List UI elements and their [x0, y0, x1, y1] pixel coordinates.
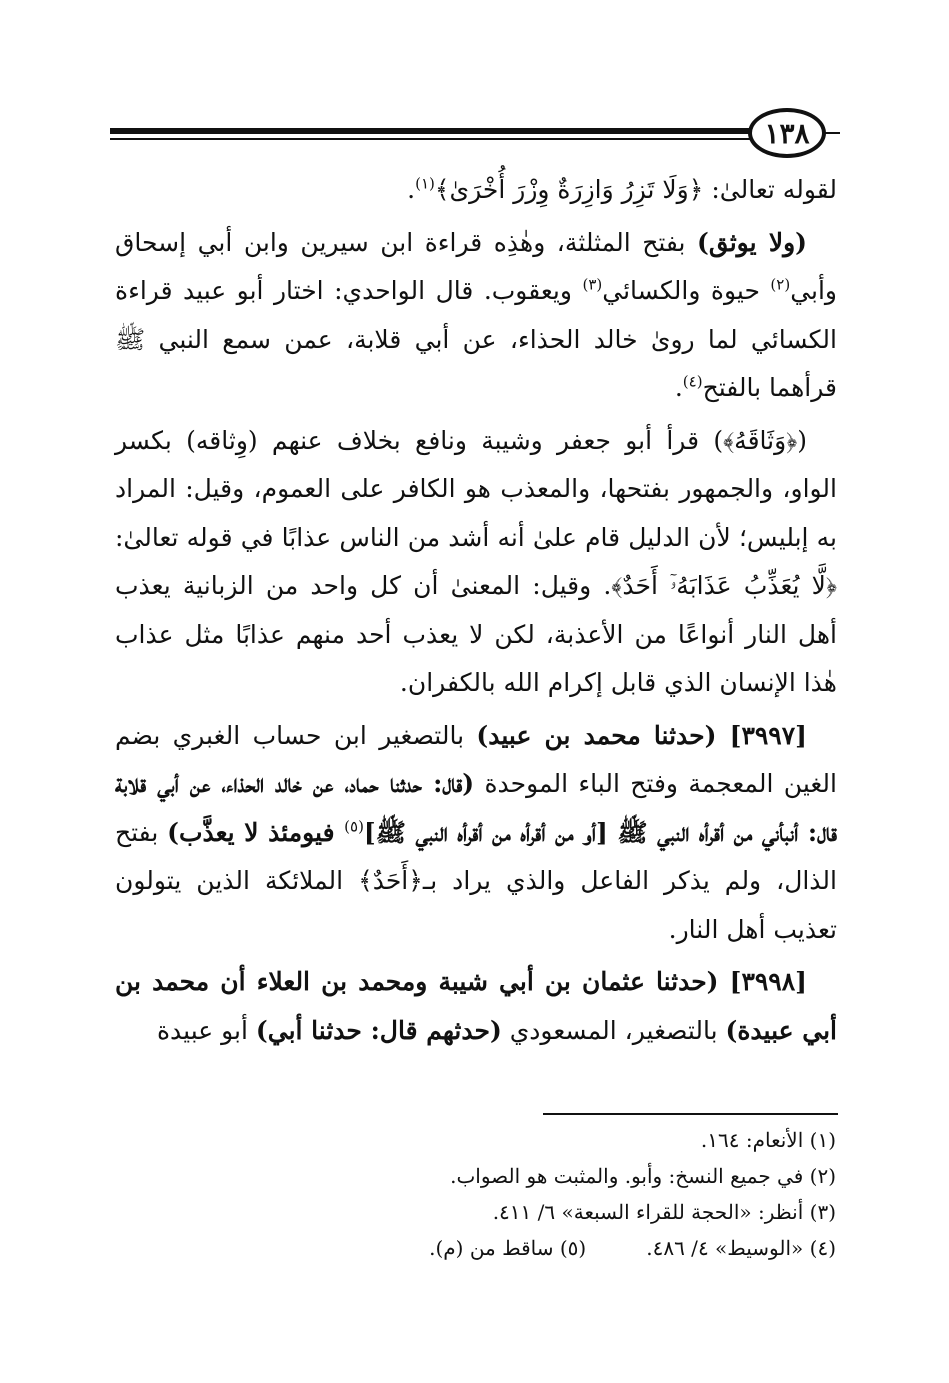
header-rule	[110, 128, 840, 140]
page-number: ١٣٨	[748, 108, 826, 158]
paragraph-1: لقوله تعالىٰ: ﴿وَلَا تَزِرُ وَازِرَةٌ وِزْرَ أُخْرَىٰ﴾$^{(١)}$.	[407, 174, 837, 204]
footnote-ref-1[interactable]: (١)	[415, 174, 435, 193]
paragraph-3: (﴿وَثَاقَهُ﴾) قرأ أبو جعفر وشيبة ونافع بخلاف عنهم (وِثاقه) بكسر الواو، والجمهور بفتحها، والمعذب هو الكافر على العموم، وقيل: المراد به إبليس؛ لأن الدليل قام علىٰ أنه أشد من الناس عذابًا في قوله تعالىٰ: ﴿لَّا يُعَذِّبُ عَذَابَهُۥٓ أَحَدٌ﴾. وقيل: المعنىٰ أن كل واحد من الزبانية يعذب أهل النار أنواعًا من الأعذبة، لكن لا يعذب أحد منهم عذابًا مثل عذاب هٰذا الإنسان الذي قابل إكرام الله بالكفران.	[115, 425, 837, 697]
hadith-number: [٣٩٩٧]	[729, 720, 807, 750]
footnote-4: (٤) «الوسيط» ٤/ ٤٨٦.	[646, 1236, 836, 1260]
footnote-ref-3[interactable]: (٣)	[582, 275, 603, 294]
footnote-ref-4[interactable]: (٤)	[682, 372, 703, 391]
footnote-row	[200, 1230, 836, 1266]
header-rule-tail	[824, 132, 840, 134]
footnote-ref-2[interactable]: (٢)	[770, 275, 791, 294]
hadith-number: [٣٩٩٨]	[729, 967, 807, 996]
page-header	[110, 108, 840, 160]
paragraph-2: (ولا يوثق) بفتح المثلثة، وهٰذِه قراءة ابن سيرين وابن أبي إسحاق وأبي$^{(٢)}$ حيوة والكسائي$^{(٣)}$ ويعقوب. قال الواحدي: اختار أبو عبيد قراءة الكسائي لما روىٰ خالد الحذاء، عن أبي قلابة، عمن سمع النبي ﷺ قرأهما بالفتح$^{(٤)}$.	[115, 227, 838, 402]
footnote-1: (١) الأنعام: ١٦٤.	[700, 1128, 836, 1152]
footnote-ref-5[interactable]: (٥)	[344, 817, 364, 836]
footnote-2: (٢) في جميع النسخ: وأبو. والمثبت هو الصواب.	[450, 1164, 836, 1188]
footnotes	[200, 1122, 836, 1266]
footnote-separator	[543, 1113, 838, 1115]
paragraph-hadith-3997: [٣٩٩٧] (حدثنا محمد بن عبيد) بالتصغير ابن حساب الغبري بضم الغين المعجمة وفتح الباء الموحدة (قال: حدثنا حماد، عن خالد الحذاء، عن أبي قلابة قال: أنبأني من أقرأه النبي ﷺ [أو من أقرأه من أقرأه النبي ﷺ]$^{(٥)}$ فيومئذ لا يعذَّب) بفتح الذال، ولم يذكر الفاعل والذي يراد بـ﴿أَحَدٌ﴾ الملائكة الذين يتولون تعذيب أهل النار.	[115, 720, 837, 944]
footnote-5: (٥) ساقط من (م).	[429, 1236, 587, 1260]
main-text	[115, 166, 837, 1059]
paragraph-hadith-3998: [٣٩٩٨] (حدثنا عثمان بن أبي شيبة ومحمد بن العلاء أن محمد بن أبي عبيدة) بالتصغير، المسعودي (حدثهم قال: حدثنا أبي) أبو عبيدة	[115, 967, 837, 1045]
footnote-3: (٣) أنظر: «الحجة للقراء السبعة» ٦/ ٤١١.	[492, 1200, 836, 1224]
